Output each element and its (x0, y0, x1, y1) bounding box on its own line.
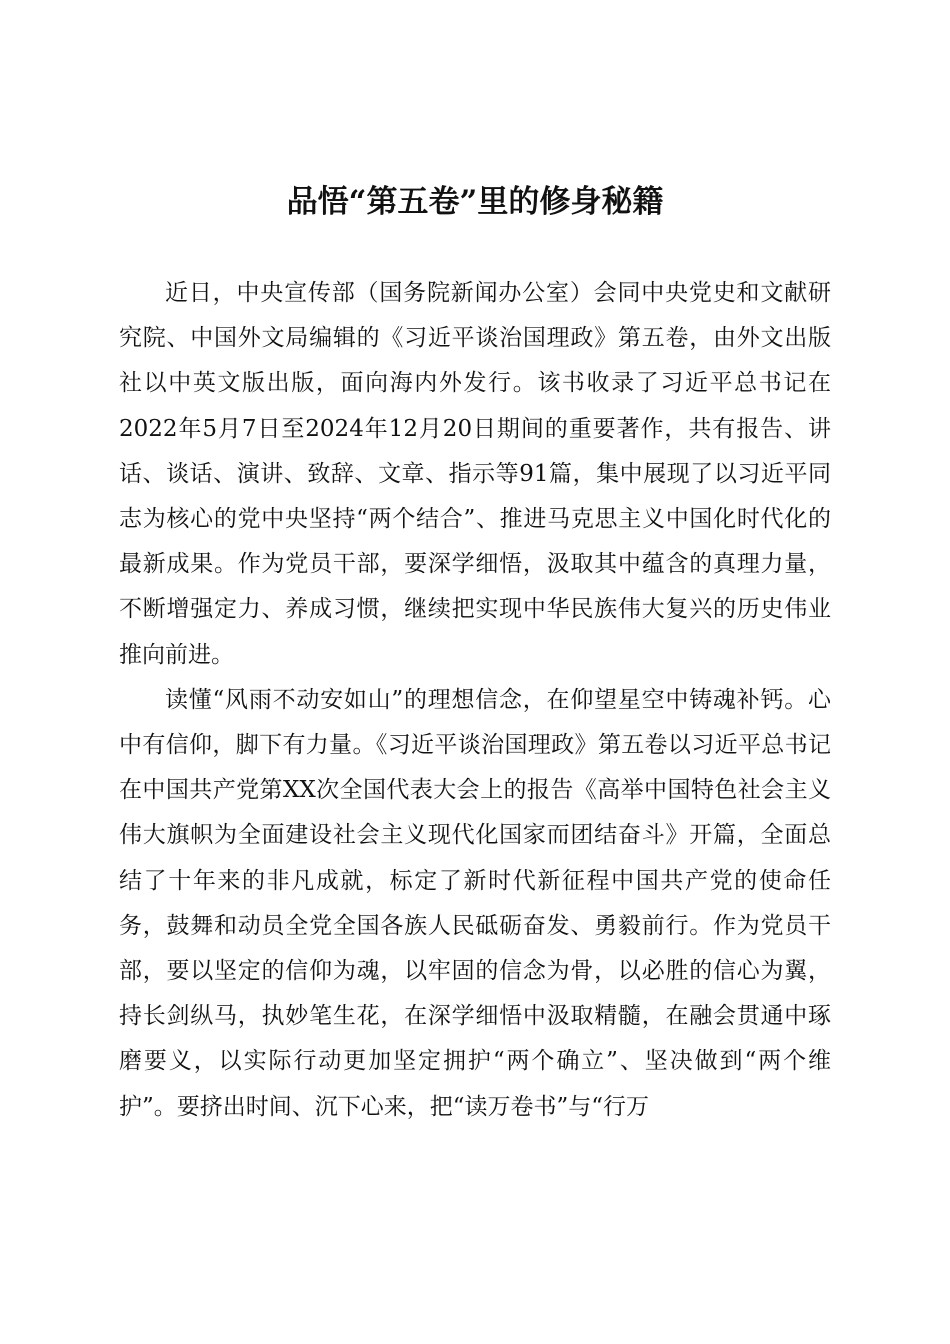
document-body (119, 271, 831, 1130)
paragraph: 读懂“风雨不动安如山”的理想信念，在仰望星空中铸魂补钙。心中有信仰，脚下有力量。《习近平谈治国理政》第五卷以习近平总书记在中国共产党第XX次全国代表大会上的报告《高举中国特色社会主义伟大旗帜为全面建设社会主义现代化国家而团结奋斗》开篇，全面总结了十年来的非凡成就，标定了新时代新征程中国共产党的使命任务，鼓舞和动员全党全国各族人民砥砺奋发、勇毅前行。作为党员干部，要以坚定的信仰为魂，以牢固的信念为骨，以必胜的信心为翼，持长剑纵马，执妙笔生花，在深学细悟中汲取精髓，在融会贯通中琢磨要义，以实际行动更加坚定拥护“两个确立”、坚决做到“两个维护”。要挤出时间、沉下心来，把“读万卷书”与“行万 (119, 686, 831, 1120)
document-title: 品悟“第五卷”里的修身秘籍 (286, 184, 664, 220)
paragraph: 近日，中央宣传部（国务院新闻办公室）会同中央党史和文献研究院、中国外文局编辑的《习近平谈治国理政》第五卷，由外文出版社以中英文版出版，面向海内外发行。该书收录了习近平总书记在2022年5月7日至2024年12月20日期间的重要著作，共有报告、讲话、谈话、演讲、致辞、文章、指示等91篇，集中展现了以习近平同志为核心的党中央坚持“两个结合”、推进马克思主义中国化时代化的最新成果。作为党员干部，要深学细悟，汲取其中蕴含的真理力量，不断增强定力、养成习惯，继续把实现中华民族伟大复兴的历史伟业推向前进。 (119, 280, 831, 668)
